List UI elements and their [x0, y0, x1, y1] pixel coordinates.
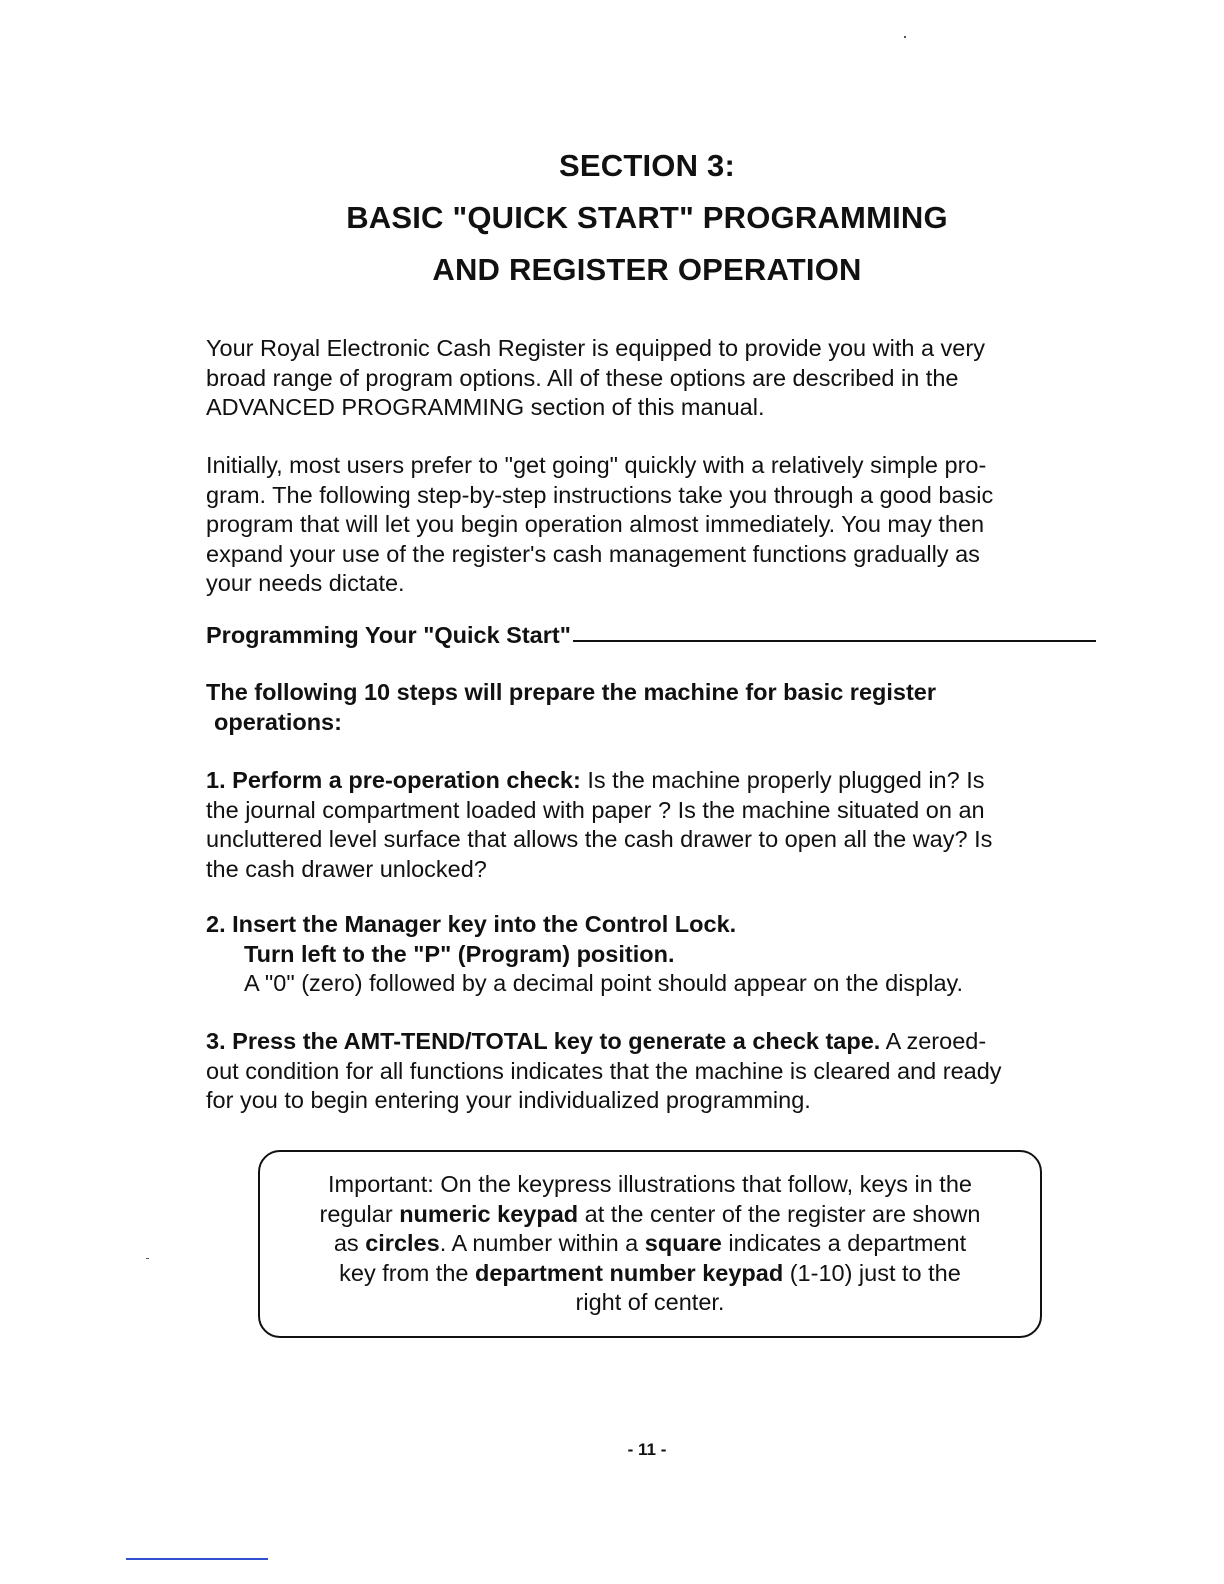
steps-intro	[206, 677, 1086, 737]
note-fragment: key from the	[339, 1259, 475, 1286]
note-line: right of center.	[575, 1289, 725, 1315]
step-1-heading: Perform a pre-operation check:	[232, 767, 581, 793]
heading-rule	[573, 640, 1096, 642]
step-2-subheading: Turn left to the "P" (Program) position.	[244, 940, 675, 967]
section-title	[0, 140, 1224, 296]
note-line	[280, 1229, 1020, 1259]
intro-p2-line: program that will let you begin operation almost immediately. You may then	[206, 511, 985, 537]
note-fragment: regular	[319, 1200, 400, 1227]
note-line	[280, 1200, 1020, 1230]
page-number: - 11 -	[627, 1440, 667, 1459]
note-fragment: . A number within a	[439, 1230, 645, 1256]
note-bold-fragment: department number keypad	[475, 1259, 784, 1286]
scan-speck	[904, 36, 906, 38]
note-fragment: indicates a department	[721, 1230, 967, 1256]
step-2-text: A "0" (zero) followed by a decimal point should appear on the display.	[244, 970, 964, 996]
programming-heading-text: Programming Your "Quick Start"	[206, 622, 571, 648]
important-note-box	[258, 1150, 1042, 1338]
title-line-3: AND REGISTER OPERATION	[432, 252, 862, 287]
intro-p2-line: your needs dictate.	[206, 570, 405, 596]
step-3-text: A zeroed-	[885, 1028, 987, 1054]
important-note-text	[280, 1170, 1020, 1318]
note-fragment: as	[333, 1230, 366, 1256]
note-line: Important: On the keypress illustrations that follow, keys in the	[328, 1171, 972, 1197]
title-line-2: BASIC "QUICK START" PROGRAMMING	[346, 200, 948, 235]
note-line	[280, 1259, 1020, 1289]
intro-p2-line: Initially, most users prefer to "get going" quickly with a relatively simple pro-	[206, 452, 987, 478]
step-3-line: for you to begin entering your individualized programming.	[206, 1087, 811, 1113]
intro-p1-line: broad range of program options. All of these options are described in the	[206, 364, 959, 391]
step-1-line: the journal compartment loaded with paper ? Is the machine situated on an	[206, 796, 985, 823]
step-3-line: out condition for all functions indicates that the machine is cleared and ready	[206, 1057, 1002, 1084]
step-number: 2.	[206, 911, 226, 937]
step-1-line: uncluttered level surface that allows the cash drawer to open all the way? Is	[206, 826, 993, 852]
intro-p2-line: expand your use of the register's cash management functions gradually as	[206, 540, 980, 567]
note-bold-fragment: square	[644, 1230, 722, 1256]
intro-paragraph-2	[206, 451, 1086, 599]
note-fragment: (1-10) just to the	[783, 1259, 961, 1286]
step-1-line: the cash drawer unlocked?	[206, 855, 487, 882]
scan-edge-line	[126, 1558, 268, 1560]
step-3-heading: Press the AMT-TEND/TOTAL key to generate a check tape.	[232, 1028, 881, 1054]
step-2-heading: Insert the Manager key into the Control Lock.	[232, 911, 737, 937]
step-1	[206, 766, 1091, 884]
intro-p1-line: ADVANCED PROGRAMMING section of this manual.	[206, 394, 765, 420]
note-fragment: at the center of the register are shown	[578, 1200, 981, 1227]
title-line-1: SECTION 3:	[559, 148, 735, 183]
programming-heading	[206, 622, 1096, 649]
intro-p1-line: Your Royal Electronic Cash Register is equipped to provide you with a very	[206, 335, 985, 361]
step-1-text: Is the machine properly plugged in? Is	[587, 767, 985, 793]
intro-p2-line: gram. The following step-by-step instructions take you through a good basic	[206, 481, 994, 508]
step-number: 1.	[206, 767, 226, 793]
steps-intro-line: operations:	[214, 709, 342, 735]
scan-speck	[146, 1258, 149, 1259]
step-2	[206, 910, 1091, 999]
steps-intro-line: The following 10 steps will prepare the machine for basic register	[206, 679, 937, 705]
step-3	[206, 1027, 1091, 1116]
note-bold-fragment: circles	[365, 1230, 440, 1256]
note-bold-fragment: numeric keypad	[399, 1200, 579, 1227]
step-number: 3.	[206, 1028, 226, 1054]
intro-paragraph-1	[206, 334, 1086, 423]
